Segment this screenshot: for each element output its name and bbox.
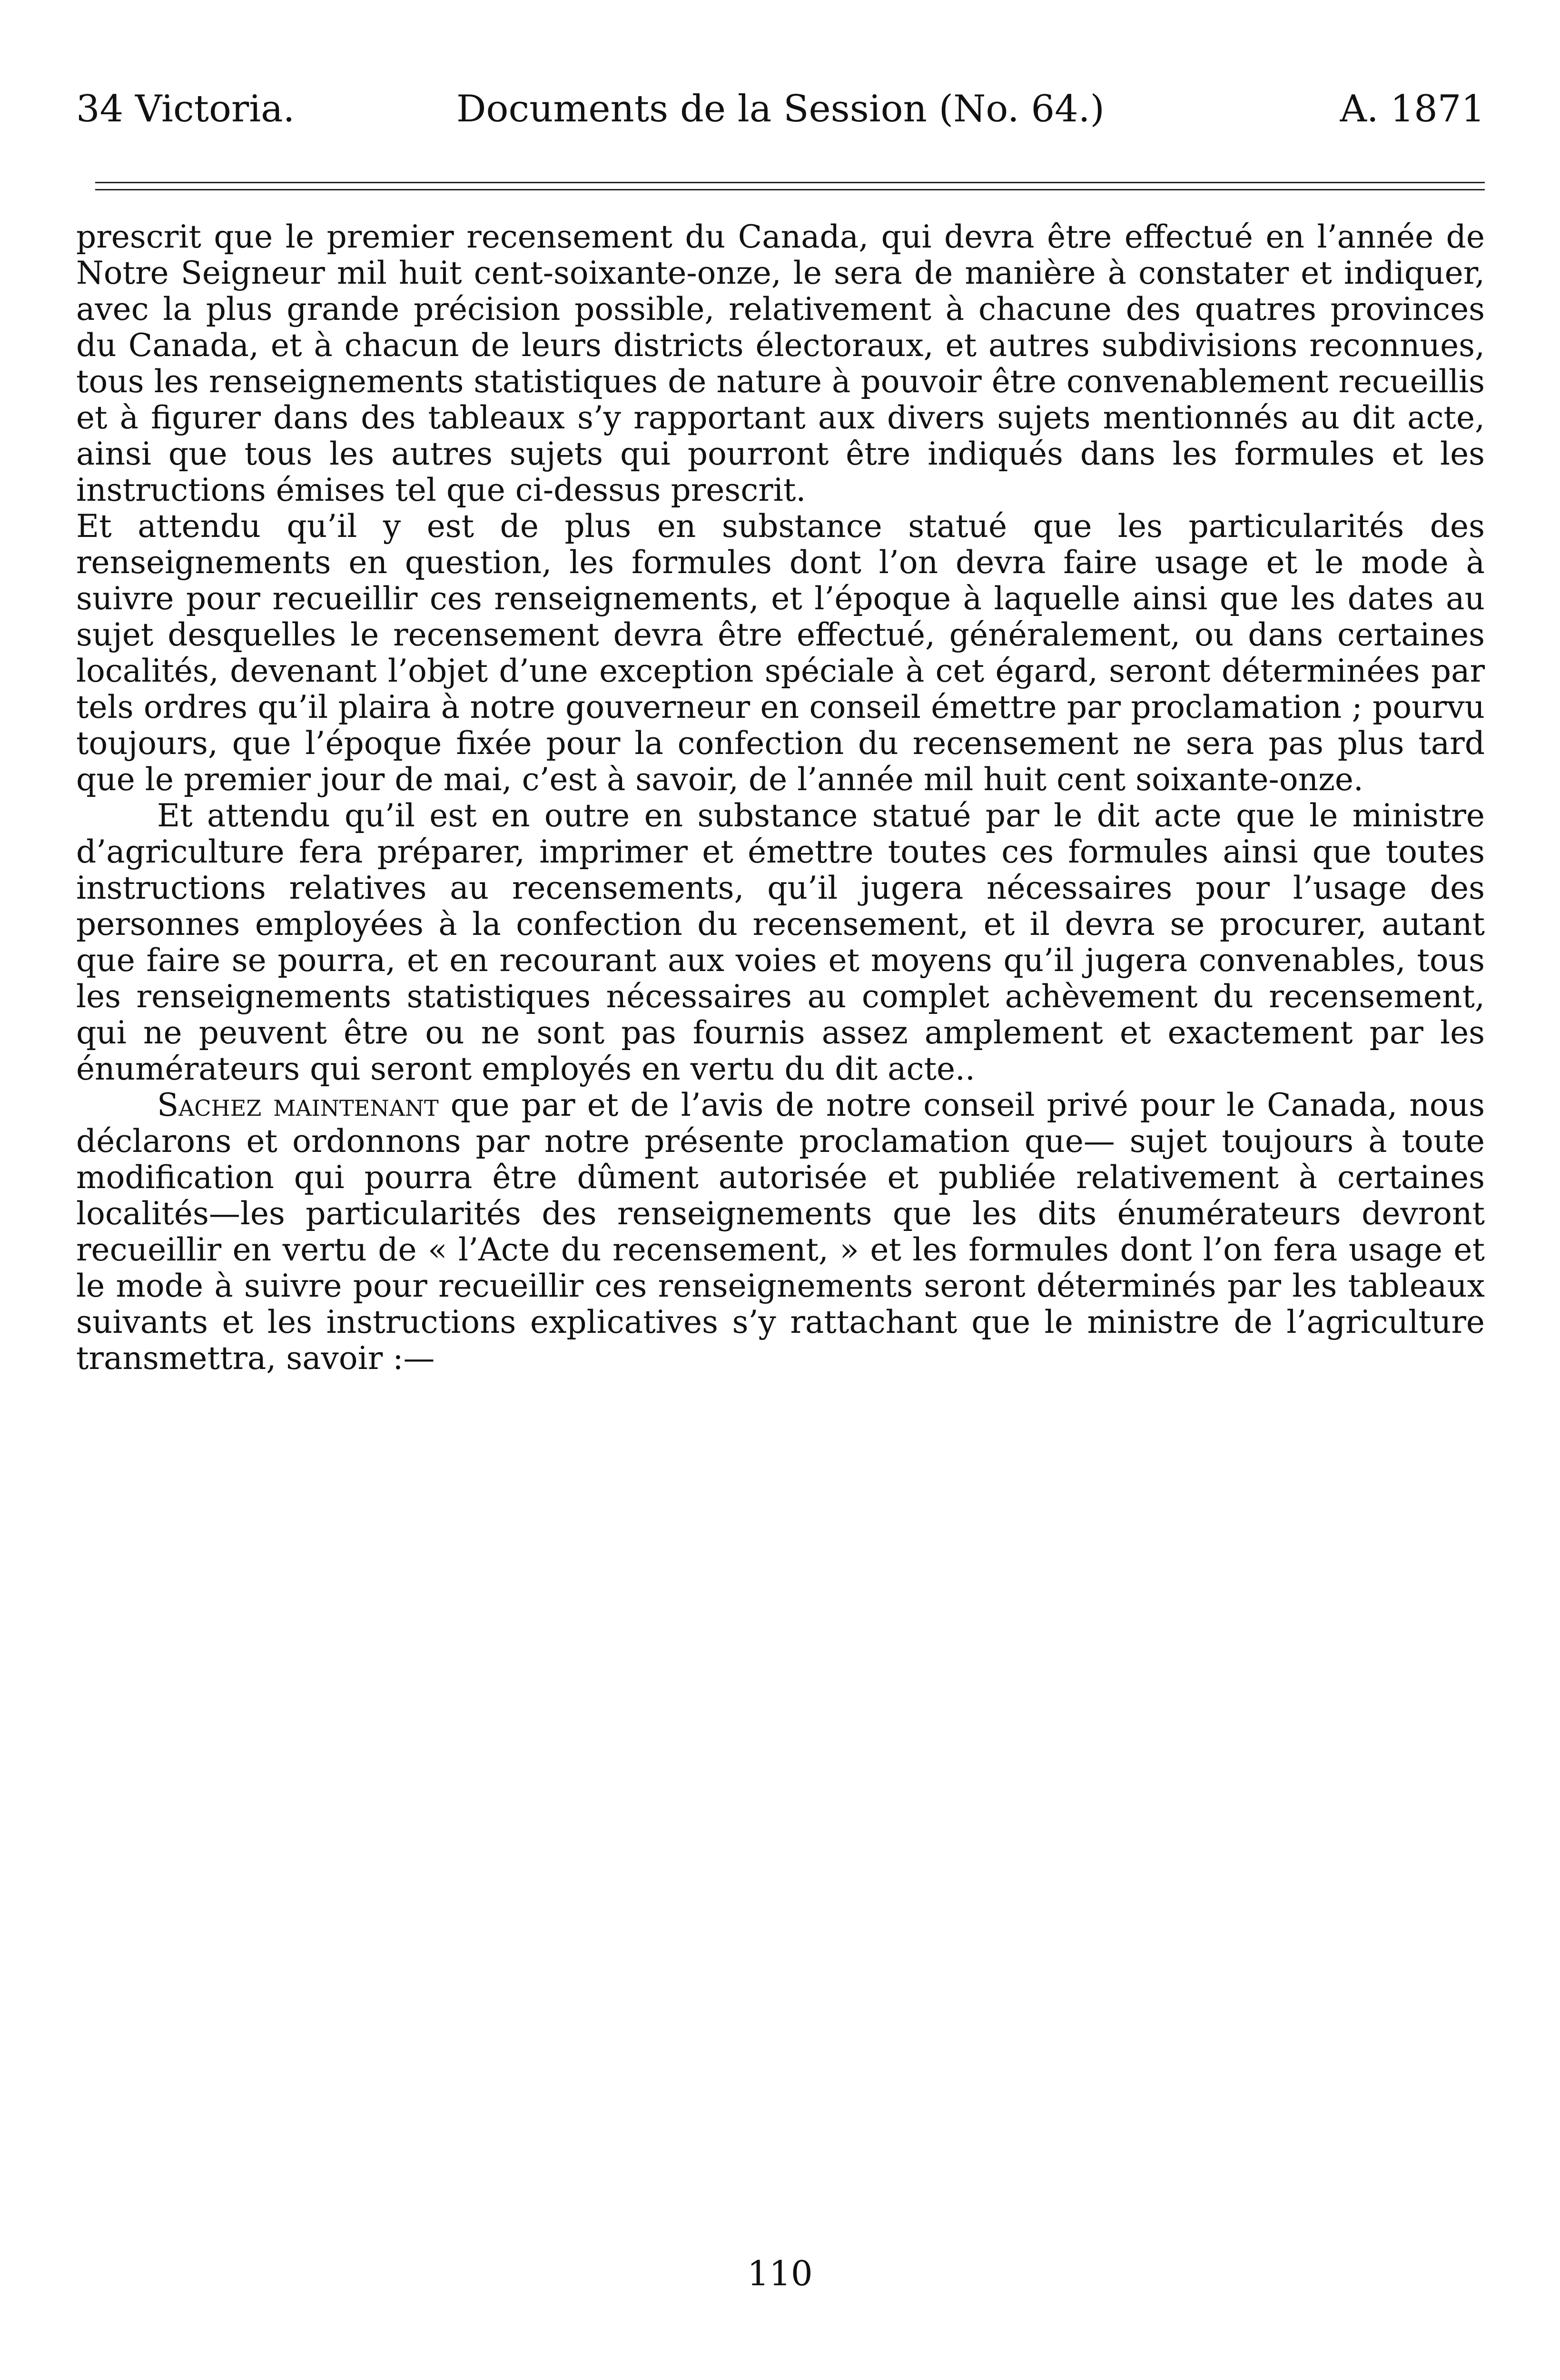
page-header [76, 71, 1485, 143]
paragraph-4-lead: Sachez maintenant [157, 1087, 439, 1123]
document-body [76, 219, 1485, 1377]
page-number: 110 [747, 2253, 813, 2293]
paragraph-1: prescrit que le premier recensement du Canada, qui devra être effectué en l’année de Notre Seigneur mil huit cent-soixante-onze, le sera de manière à constater et indiquer, avec la plus grande précision possible, relativement à chacune des quatres provinces du Canada, et à chacun de leurs districts électoraux, et autres subdivisions reconnues, tous les renseignements statistiques de nature à pouvoir être convenablement recueillis et à figurer dans des tableaux s’y rapportant aux divers sujets mentionnés au dit acte, ainsi que tous les autres sujets qui pourront être indiqués dans les formules et les instructions émises tel que ci-dessus prescrit. [76, 218, 1485, 508]
paragraph-4 [76, 1087, 1485, 1377]
header-rule-top [95, 182, 1485, 183]
header-right-text: A. 1871 [1340, 88, 1485, 130]
paragraph-4-body: que par et de l’avis de notre conseil privé pour le Canada, nous déclarons et ordonnons par notre présente proclamation que— sujet toujours à toute modification qui pourra être dûment autorisée et publiée relativement à certaines localités—les particularités des renseignements que les dits énumérateurs devront recueillir en vertu de « l’Acte du recensement, » et les formules dont l’on fera usage et le mode à suivre pour recueillir ces renseignements seront déterminés par les tableaux suivants et les instructions explicatives s’y rattachant que le ministre de l’agriculture transmettra, savoir :— [76, 1087, 1485, 1377]
paragraph-3: Et attendu qu’il est en outre en substance statué par le dit acte que le ministre d’agriculture fera préparer, imprimer et émettre toutes ces formules ainsi que toutes instructions relatives au recensements, qu’il jugera nécessaires pour l’usage des personnes employées à la confection du recensement, et il devra se procurer, autant que faire se pourra, et en recourant aux voies et moyens qu’il jugera convenables, tous les renseignements statistiques nécessaires au complet achèvement du recensement, qui ne peuvent être ou ne sont pas fournis assez amplement et exactement par les énumérateurs qui seront employés en vertu du dit acte.. [76, 797, 1485, 1087]
header-left-text: 34 Victoria. [76, 88, 295, 130]
header-rule-bottom [95, 189, 1485, 190]
paragraph-2: Et attendu qu’il y est de plus en substance statué que les particularités des renseignements en question, les formules dont l’on devra faire usage et le mode à suivre pour recueillir ces renseignements, et l’époque à laquelle ainsi que les dates au sujet desquelles le recensement devra être effectué, généralement, ou dans certaines localités, devenant l’objet d’une exception spéciale à cet égard, seront déterminées par tels ordres qu’il plaira à notre gouverneur en conseil émettre par proclamation ; pourvu toujours, que l’époque fixée pour la confection du recensement ne sera pas plus tard que le premier jour de mai, c’est à savoir, de l’année mil huit cent soixante-onze. [76, 508, 1485, 798]
header-center-text: Documents de la Session (No. 64.) [456, 88, 1105, 130]
